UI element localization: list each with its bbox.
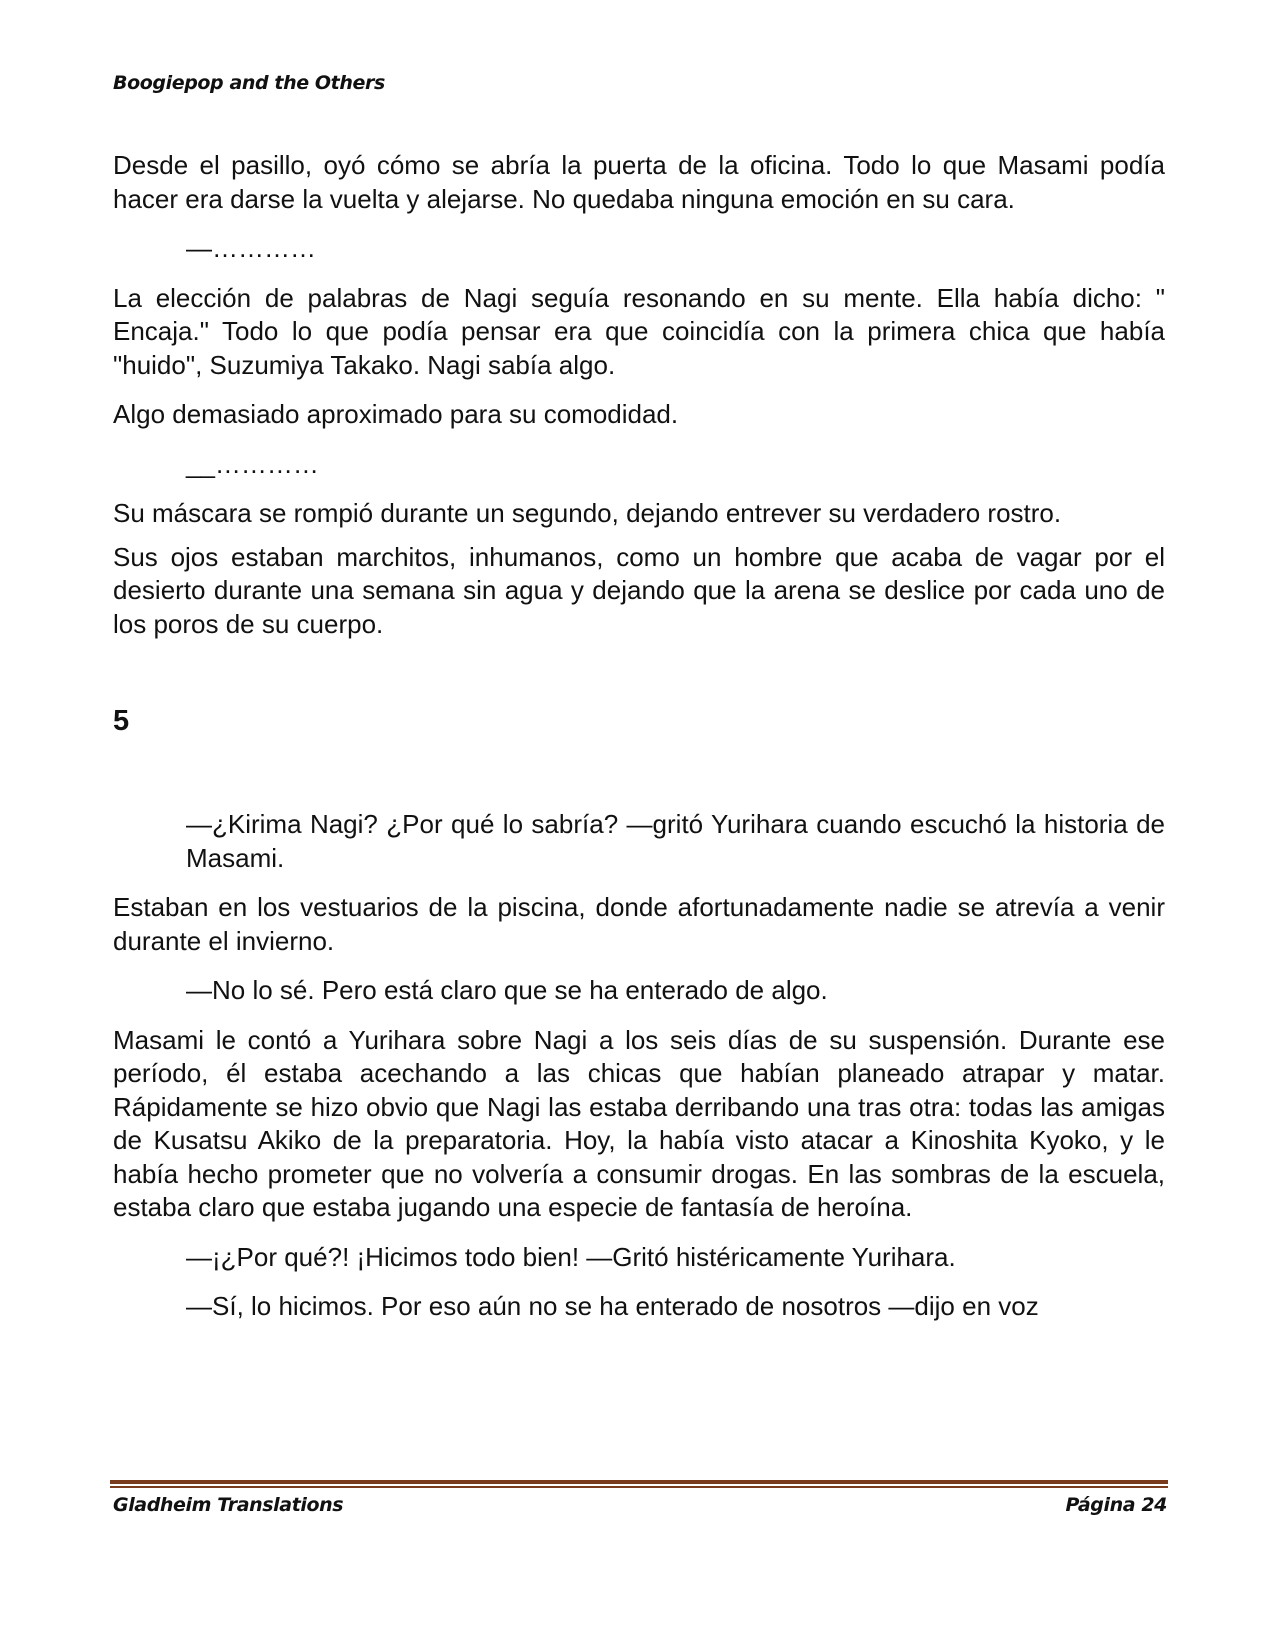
page-number: Página 24 xyxy=(1065,1494,1167,1516)
footer-divider-thick xyxy=(110,1480,1168,1484)
dialogue-paragraph: —¿Kirima Nagi? ¿Por qué lo sabría? —gritó Yurihara cuando escuchó la historia de Masami. xyxy=(186,809,1165,873)
paragraph: Su máscara se rompió durante un segundo, dejando entrever su verdadero rostro. xyxy=(113,498,1062,528)
dialogue-paragraph: —Sí, lo hicimos. Por eso aún no se ha enterado de nosotros —dijo en voz xyxy=(186,1291,1039,1321)
paragraph: Desde el pasillo, oyó cómo se abría la puerta de la oficina. Todo lo que Masami podía hacer era darse la vuelta y alejarse. No quedaba ninguna emoción en su cara. xyxy=(113,150,1165,214)
footer-divider-thin xyxy=(110,1486,1168,1488)
paragraph: La elección de palabras de Nagi seguía resonando en su mente. Ella había dicho: " Encaja." Todo lo que podía pensar era que coincidía con la primera chica que había "huido", Suzumiya Takako. Nagi sabía algo. xyxy=(113,282,1165,380)
paragraph: Estaban en los vestuarios de la piscina, donde afortunadamente nadie se atrevía a venir durante el invierno. xyxy=(113,892,1165,956)
dialogue-paragraph: —¡¿Por qué?! ¡Hicimos todo bien! —Gritó histéricamente Yurihara. xyxy=(186,1241,956,1272)
paragraph: Algo demasiado aproximado para su comodidad. xyxy=(113,399,679,429)
paragraph: Masami le contó a Yurihara sobre Nagi a los seis días de su suspensión. Durante ese período, él estaba acechando a las chicas que habían planeado atrapar y matar. Rápidamente se hizo obvio que Nagi las estaba derribando una tras otra: todas las amigas de Kusatsu Akiko de la preparatoria. Hoy, la había visto atacar a Kinoshita Kyoko, y le había hecho prometer que no volvería a consumir drogas. En las sombras de la escuela, estaba claro que estaba jugando una especie de fantasía de heroína. xyxy=(113,1024,1165,1222)
chapter-heading: 5 xyxy=(113,705,130,737)
dialogue-paragraph: __………… xyxy=(186,448,319,479)
running-header: Boogiepop and the Others xyxy=(113,72,385,94)
dialogue-paragraph: —………… xyxy=(186,233,316,263)
page-body xyxy=(113,149,1165,1324)
paragraph: Sus ojos estaban marchitos, inhumanos, como un hombre que acaba de vagar por el desierto durante una semana sin agua y dejando que la arena se deslice por cada uno de los poros de su cuerpo. xyxy=(113,541,1165,639)
footer-publisher: Gladheim Translations xyxy=(113,1494,344,1516)
dialogue-paragraph: —No lo sé. Pero está claro que se ha enterado de algo. xyxy=(186,975,828,1005)
